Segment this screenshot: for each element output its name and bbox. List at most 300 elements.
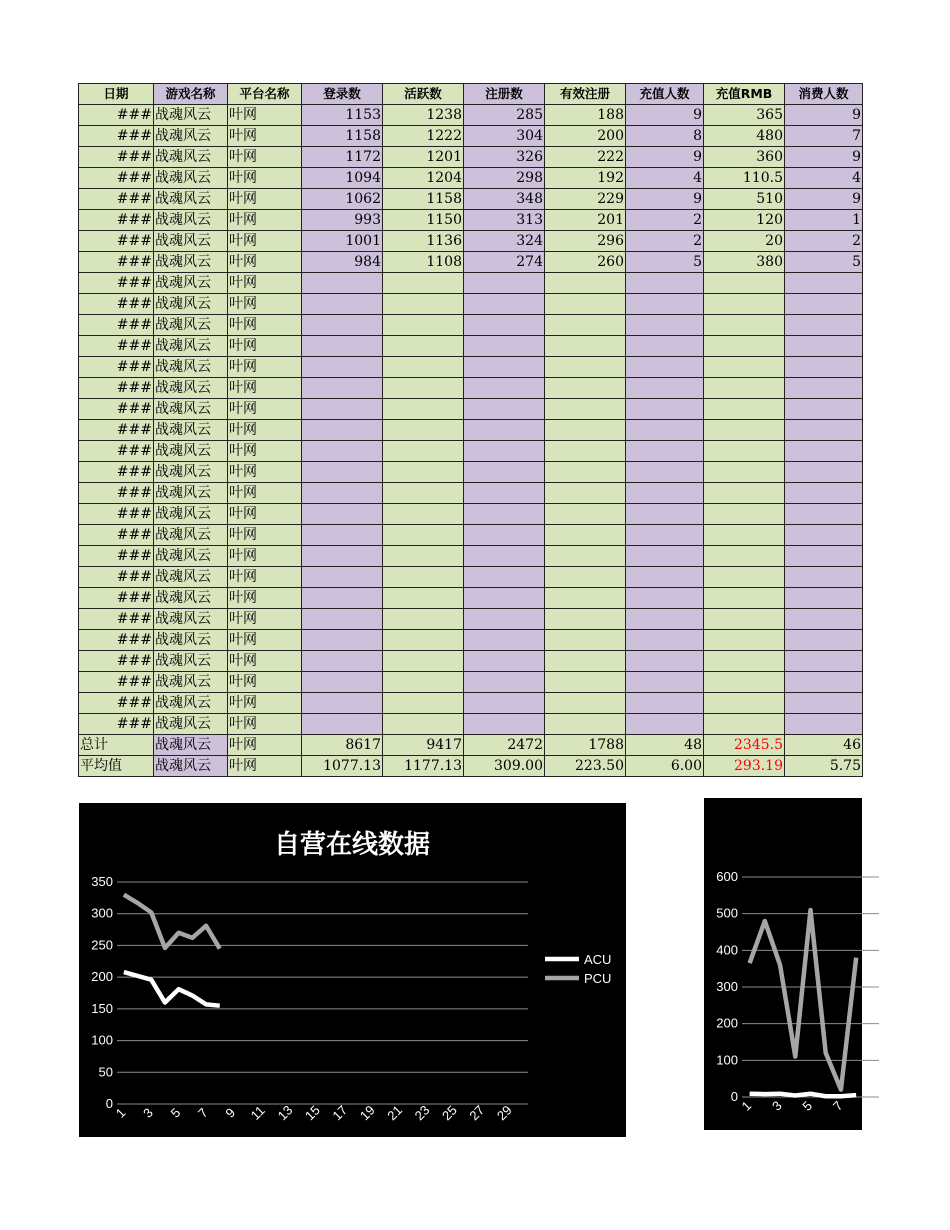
value-cell[interactable]: [545, 504, 626, 525]
value-cell[interactable]: [545, 273, 626, 294]
total-row-value[interactable]: 2472: [464, 735, 545, 756]
game-name-cell[interactable]: 战魂风云: [154, 231, 228, 252]
value-cell[interactable]: [545, 378, 626, 399]
game-name-cell[interactable]: 战魂风云: [154, 462, 228, 483]
value-cell[interactable]: [302, 609, 383, 630]
game-name-cell[interactable]: 战魂风云: [154, 588, 228, 609]
value-cell[interactable]: [626, 651, 704, 672]
value-cell[interactable]: [704, 357, 785, 378]
value-cell[interactable]: [626, 273, 704, 294]
value-cell[interactable]: [464, 336, 545, 357]
value-cell[interactable]: 298: [464, 168, 545, 189]
value-cell[interactable]: [302, 588, 383, 609]
value-cell[interactable]: [626, 567, 704, 588]
value-cell[interactable]: [626, 588, 704, 609]
value-cell[interactable]: [785, 588, 863, 609]
value-cell[interactable]: [545, 588, 626, 609]
value-cell[interactable]: [785, 378, 863, 399]
value-cell[interactable]: 4: [785, 168, 863, 189]
date-cell[interactable]: ###: [79, 693, 154, 714]
value-cell[interactable]: [545, 630, 626, 651]
value-cell[interactable]: [545, 483, 626, 504]
platform-cell[interactable]: 叶网: [228, 231, 302, 252]
value-cell[interactable]: [704, 294, 785, 315]
value-cell[interactable]: [464, 273, 545, 294]
value-cell[interactable]: [626, 525, 704, 546]
value-cell[interactable]: [626, 672, 704, 693]
game-name-cell[interactable]: 战魂风云: [154, 336, 228, 357]
average-row-platform[interactable]: 叶网: [228, 756, 302, 777]
value-cell[interactable]: [626, 399, 704, 420]
value-cell[interactable]: [383, 525, 464, 546]
value-cell[interactable]: [464, 441, 545, 462]
date-cell[interactable]: ###: [79, 525, 154, 546]
value-cell[interactable]: 1150: [383, 210, 464, 231]
date-cell[interactable]: ###: [79, 588, 154, 609]
platform-cell[interactable]: 叶网: [228, 714, 302, 735]
value-cell[interactable]: 1062: [302, 189, 383, 210]
average-row-value[interactable]: 1077.13: [302, 756, 383, 777]
game-name-cell[interactable]: 战魂风云: [154, 483, 228, 504]
header-game[interactable]: 游戏名称: [154, 84, 228, 105]
value-cell[interactable]: [302, 315, 383, 336]
value-cell[interactable]: [545, 525, 626, 546]
platform-cell[interactable]: 叶网: [228, 399, 302, 420]
platform-cell[interactable]: 叶网: [228, 378, 302, 399]
value-cell[interactable]: 380: [704, 252, 785, 273]
value-cell[interactable]: 510: [704, 189, 785, 210]
value-cell[interactable]: [464, 399, 545, 420]
total-row-value[interactable]: 9417: [383, 735, 464, 756]
value-cell[interactable]: 1158: [383, 189, 464, 210]
value-cell[interactable]: [704, 693, 785, 714]
value-cell[interactable]: 1158: [302, 126, 383, 147]
value-cell[interactable]: [383, 546, 464, 567]
value-cell[interactable]: [785, 651, 863, 672]
value-cell[interactable]: 1222: [383, 126, 464, 147]
date-cell[interactable]: ###: [79, 315, 154, 336]
value-cell[interactable]: [704, 336, 785, 357]
value-cell[interactable]: [785, 357, 863, 378]
total-row-value[interactable]: 46: [785, 735, 863, 756]
value-cell[interactable]: [383, 294, 464, 315]
value-cell[interactable]: [302, 399, 383, 420]
value-cell[interactable]: [626, 336, 704, 357]
value-cell[interactable]: 2: [626, 231, 704, 252]
platform-cell[interactable]: 叶网: [228, 483, 302, 504]
value-cell[interactable]: [704, 525, 785, 546]
game-name-cell[interactable]: 战魂风云: [154, 168, 228, 189]
value-cell[interactable]: 192: [545, 168, 626, 189]
platform-cell[interactable]: 叶网: [228, 567, 302, 588]
game-name-cell[interactable]: 战魂风云: [154, 252, 228, 273]
value-cell[interactable]: [545, 357, 626, 378]
game-name-cell[interactable]: 战魂风云: [154, 441, 228, 462]
value-cell[interactable]: 1: [785, 210, 863, 231]
value-cell[interactable]: [704, 273, 785, 294]
game-name-cell[interactable]: 战魂风云: [154, 504, 228, 525]
value-cell[interactable]: [464, 588, 545, 609]
average-row-value[interactable]: 6.00: [626, 756, 704, 777]
date-cell[interactable]: ###: [79, 378, 154, 399]
value-cell[interactable]: [785, 462, 863, 483]
value-cell[interactable]: [545, 315, 626, 336]
value-cell[interactable]: [704, 651, 785, 672]
total-row-label[interactable]: 总计: [79, 735, 154, 756]
value-cell[interactable]: 993: [302, 210, 383, 231]
value-cell[interactable]: 229: [545, 189, 626, 210]
value-cell[interactable]: [785, 546, 863, 567]
game-name-cell[interactable]: 战魂风云: [154, 357, 228, 378]
platform-cell[interactable]: 叶网: [228, 651, 302, 672]
date-cell[interactable]: ###: [79, 483, 154, 504]
value-cell[interactable]: [704, 672, 785, 693]
platform-cell[interactable]: 叶网: [228, 105, 302, 126]
value-cell[interactable]: [383, 609, 464, 630]
date-cell[interactable]: ###: [79, 294, 154, 315]
value-cell[interactable]: [704, 483, 785, 504]
value-cell[interactable]: [626, 630, 704, 651]
value-cell[interactable]: [383, 420, 464, 441]
value-cell[interactable]: [302, 336, 383, 357]
value-cell[interactable]: 2: [785, 231, 863, 252]
value-cell[interactable]: [383, 588, 464, 609]
value-cell[interactable]: 348: [464, 189, 545, 210]
recharge-chart[interactable]: [704, 798, 877, 1130]
value-cell[interactable]: [545, 399, 626, 420]
value-cell[interactable]: [464, 651, 545, 672]
date-cell[interactable]: ###: [79, 672, 154, 693]
game-name-cell[interactable]: 战魂风云: [154, 189, 228, 210]
average-row-value[interactable]: 309.00: [464, 756, 545, 777]
value-cell[interactable]: [302, 567, 383, 588]
value-cell[interactable]: [704, 714, 785, 735]
game-name-cell[interactable]: 战魂风云: [154, 294, 228, 315]
value-cell[interactable]: [704, 567, 785, 588]
value-cell[interactable]: [302, 714, 383, 735]
value-cell[interactable]: [785, 420, 863, 441]
platform-cell[interactable]: 叶网: [228, 294, 302, 315]
value-cell[interactable]: [383, 672, 464, 693]
value-cell[interactable]: [383, 336, 464, 357]
platform-cell[interactable]: 叶网: [228, 210, 302, 231]
value-cell[interactable]: [626, 357, 704, 378]
value-cell[interactable]: [464, 420, 545, 441]
value-cell[interactable]: 2: [626, 210, 704, 231]
date-cell[interactable]: ###: [79, 105, 154, 126]
value-cell[interactable]: [626, 378, 704, 399]
value-cell[interactable]: [545, 567, 626, 588]
date-cell[interactable]: ###: [79, 630, 154, 651]
value-cell[interactable]: 1094: [302, 168, 383, 189]
game-name-cell[interactable]: 战魂风云: [154, 651, 228, 672]
date-cell[interactable]: ###: [79, 147, 154, 168]
value-cell[interactable]: [704, 546, 785, 567]
value-cell[interactable]: [545, 672, 626, 693]
value-cell[interactable]: [383, 504, 464, 525]
value-cell[interactable]: [302, 630, 383, 651]
game-name-cell[interactable]: 战魂风云: [154, 105, 228, 126]
value-cell[interactable]: [626, 546, 704, 567]
platform-cell[interactable]: 叶网: [228, 252, 302, 273]
value-cell[interactable]: 365: [704, 105, 785, 126]
value-cell[interactable]: [464, 315, 545, 336]
value-cell[interactable]: [302, 294, 383, 315]
date-cell[interactable]: ###: [79, 252, 154, 273]
value-cell[interactable]: [302, 546, 383, 567]
value-cell[interactable]: 188: [545, 105, 626, 126]
value-cell[interactable]: [383, 651, 464, 672]
value-cell[interactable]: 1204: [383, 168, 464, 189]
total-row-value[interactable]: 1788: [545, 735, 626, 756]
value-cell[interactable]: [626, 609, 704, 630]
value-cell[interactable]: 9: [626, 189, 704, 210]
value-cell[interactable]: [545, 546, 626, 567]
value-cell[interactable]: [626, 420, 704, 441]
value-cell[interactable]: [626, 294, 704, 315]
platform-cell[interactable]: 叶网: [228, 147, 302, 168]
value-cell[interactable]: 360: [704, 147, 785, 168]
platform-cell[interactable]: 叶网: [228, 546, 302, 567]
value-cell[interactable]: 313: [464, 210, 545, 231]
value-cell[interactable]: [383, 399, 464, 420]
platform-cell[interactable]: 叶网: [228, 126, 302, 147]
total-row-game[interactable]: 战魂风云: [154, 735, 228, 756]
total-row-value[interactable]: 48: [626, 735, 704, 756]
value-cell[interactable]: [302, 504, 383, 525]
total-row-value[interactable]: 2345.5: [704, 735, 785, 756]
value-cell[interactable]: [785, 483, 863, 504]
value-cell[interactable]: [626, 714, 704, 735]
value-cell[interactable]: [785, 294, 863, 315]
value-cell[interactable]: 4: [626, 168, 704, 189]
value-cell[interactable]: [464, 294, 545, 315]
average-row-game[interactable]: 战魂风云: [154, 756, 228, 777]
value-cell[interactable]: [464, 525, 545, 546]
date-cell[interactable]: ###: [79, 357, 154, 378]
total-row-value[interactable]: 8617: [302, 735, 383, 756]
value-cell[interactable]: 1001: [302, 231, 383, 252]
header-active[interactable]: 活跃数: [383, 84, 464, 105]
value-cell[interactable]: [626, 315, 704, 336]
value-cell[interactable]: 9: [785, 105, 863, 126]
value-cell[interactable]: 1108: [383, 252, 464, 273]
value-cell[interactable]: [626, 441, 704, 462]
value-cell[interactable]: [545, 420, 626, 441]
date-cell[interactable]: ###: [79, 399, 154, 420]
value-cell[interactable]: 274: [464, 252, 545, 273]
average-row-label[interactable]: 平均值: [79, 756, 154, 777]
value-cell[interactable]: [785, 273, 863, 294]
date-cell[interactable]: ###: [79, 567, 154, 588]
value-cell[interactable]: [545, 441, 626, 462]
value-cell[interactable]: 1201: [383, 147, 464, 168]
header-logins[interactable]: 登录数: [302, 84, 383, 105]
average-row-value[interactable]: 293.19: [704, 756, 785, 777]
value-cell[interactable]: 9: [785, 189, 863, 210]
game-name-cell[interactable]: 战魂风云: [154, 546, 228, 567]
platform-cell[interactable]: 叶网: [228, 315, 302, 336]
date-cell[interactable]: ###: [79, 231, 154, 252]
value-cell[interactable]: 222: [545, 147, 626, 168]
value-cell[interactable]: [302, 693, 383, 714]
value-cell[interactable]: [302, 462, 383, 483]
value-cell[interactable]: [464, 546, 545, 567]
value-cell[interactable]: 260: [545, 252, 626, 273]
value-cell[interactable]: [785, 336, 863, 357]
header-consumers[interactable]: 消费人数: [785, 84, 863, 105]
game-name-cell[interactable]: 战魂风云: [154, 210, 228, 231]
value-cell[interactable]: 1153: [302, 105, 383, 126]
value-cell[interactable]: [302, 441, 383, 462]
value-cell[interactable]: [464, 567, 545, 588]
value-cell[interactable]: 1136: [383, 231, 464, 252]
value-cell[interactable]: [785, 672, 863, 693]
value-cell[interactable]: 7: [785, 126, 863, 147]
value-cell[interactable]: [464, 693, 545, 714]
value-cell[interactable]: 5: [626, 252, 704, 273]
platform-cell[interactable]: 叶网: [228, 672, 302, 693]
total-row-platform[interactable]: 叶网: [228, 735, 302, 756]
value-cell[interactable]: 304: [464, 126, 545, 147]
game-name-cell[interactable]: 战魂风云: [154, 714, 228, 735]
value-cell[interactable]: [785, 441, 863, 462]
date-cell[interactable]: ###: [79, 441, 154, 462]
value-cell[interactable]: [704, 315, 785, 336]
date-cell[interactable]: ###: [79, 189, 154, 210]
value-cell[interactable]: [464, 672, 545, 693]
value-cell[interactable]: [704, 420, 785, 441]
date-cell[interactable]: ###: [79, 336, 154, 357]
game-name-cell[interactable]: 战魂风云: [154, 273, 228, 294]
value-cell[interactable]: [383, 378, 464, 399]
game-name-cell[interactable]: 战魂风云: [154, 126, 228, 147]
game-name-cell[interactable]: 战魂风云: [154, 672, 228, 693]
game-name-cell[interactable]: 战魂风云: [154, 630, 228, 651]
value-cell[interactable]: [464, 609, 545, 630]
date-cell[interactable]: ###: [79, 420, 154, 441]
platform-cell[interactable]: 叶网: [228, 588, 302, 609]
game-name-cell[interactable]: 战魂风云: [154, 525, 228, 546]
value-cell[interactable]: 201: [545, 210, 626, 231]
value-cell[interactable]: [545, 609, 626, 630]
game-name-cell[interactable]: 战魂风云: [154, 147, 228, 168]
value-cell[interactable]: [545, 294, 626, 315]
value-cell[interactable]: [383, 357, 464, 378]
value-cell[interactable]: [302, 483, 383, 504]
value-cell[interactable]: [464, 378, 545, 399]
platform-cell[interactable]: 叶网: [228, 357, 302, 378]
value-cell[interactable]: [785, 609, 863, 630]
value-cell[interactable]: 120: [704, 210, 785, 231]
value-cell[interactable]: [383, 693, 464, 714]
platform-cell[interactable]: 叶网: [228, 504, 302, 525]
value-cell[interactable]: [545, 693, 626, 714]
game-name-cell[interactable]: 战魂风云: [154, 609, 228, 630]
date-cell[interactable]: ###: [79, 504, 154, 525]
date-cell[interactable]: ###: [79, 609, 154, 630]
value-cell[interactable]: [785, 315, 863, 336]
platform-cell[interactable]: 叶网: [228, 189, 302, 210]
platform-cell[interactable]: 叶网: [228, 630, 302, 651]
value-cell[interactable]: [383, 462, 464, 483]
value-cell[interactable]: [626, 462, 704, 483]
value-cell[interactable]: [704, 588, 785, 609]
value-cell[interactable]: [464, 630, 545, 651]
platform-cell[interactable]: 叶网: [228, 336, 302, 357]
platform-cell[interactable]: 叶网: [228, 168, 302, 189]
value-cell[interactable]: [545, 462, 626, 483]
platform-cell[interactable]: 叶网: [228, 525, 302, 546]
value-cell[interactable]: [785, 567, 863, 588]
value-cell[interactable]: [545, 336, 626, 357]
platform-cell[interactable]: 叶网: [228, 462, 302, 483]
value-cell[interactable]: [464, 504, 545, 525]
value-cell[interactable]: 110.5: [704, 168, 785, 189]
value-cell[interactable]: 5: [785, 252, 863, 273]
average-row-value[interactable]: 5.75: [785, 756, 863, 777]
value-cell[interactable]: [785, 714, 863, 735]
header-recharge-rmb[interactable]: 充值RMB: [704, 84, 785, 105]
value-cell[interactable]: [785, 693, 863, 714]
platform-cell[interactable]: 叶网: [228, 441, 302, 462]
value-cell[interactable]: [302, 651, 383, 672]
value-cell[interactable]: [545, 651, 626, 672]
value-cell[interactable]: [704, 630, 785, 651]
value-cell[interactable]: [383, 714, 464, 735]
value-cell[interactable]: [302, 378, 383, 399]
game-name-cell[interactable]: 战魂风云: [154, 567, 228, 588]
game-name-cell[interactable]: 战魂风云: [154, 378, 228, 399]
header-date[interactable]: 日期: [79, 84, 154, 105]
value-cell[interactable]: [626, 483, 704, 504]
value-cell[interactable]: 9: [785, 147, 863, 168]
value-cell[interactable]: 200: [545, 126, 626, 147]
value-cell[interactable]: [464, 483, 545, 504]
platform-cell[interactable]: 叶网: [228, 273, 302, 294]
value-cell[interactable]: 326: [464, 147, 545, 168]
value-cell[interactable]: [464, 357, 545, 378]
value-cell[interactable]: 296: [545, 231, 626, 252]
value-cell[interactable]: [383, 567, 464, 588]
date-cell[interactable]: ###: [79, 714, 154, 735]
value-cell[interactable]: [785, 630, 863, 651]
value-cell[interactable]: [383, 315, 464, 336]
date-cell[interactable]: ###: [79, 126, 154, 147]
platform-cell[interactable]: 叶网: [228, 609, 302, 630]
header-valid-registrations[interactable]: 有效注册: [545, 84, 626, 105]
value-cell[interactable]: [383, 273, 464, 294]
header-platform[interactable]: 平台名称: [228, 84, 302, 105]
average-row-value[interactable]: 1177.13: [383, 756, 464, 777]
value-cell[interactable]: [785, 525, 863, 546]
value-cell[interactable]: 285: [464, 105, 545, 126]
value-cell[interactable]: 324: [464, 231, 545, 252]
game-name-cell[interactable]: 战魂风云: [154, 693, 228, 714]
value-cell[interactable]: [785, 399, 863, 420]
value-cell[interactable]: [383, 483, 464, 504]
date-cell[interactable]: ###: [79, 273, 154, 294]
header-registrations[interactable]: 注册数: [464, 84, 545, 105]
value-cell[interactable]: [383, 630, 464, 651]
value-cell[interactable]: [704, 399, 785, 420]
value-cell[interactable]: [626, 693, 704, 714]
platform-cell[interactable]: 叶网: [228, 693, 302, 714]
value-cell[interactable]: 480: [704, 126, 785, 147]
value-cell[interactable]: [704, 504, 785, 525]
value-cell[interactable]: [704, 441, 785, 462]
date-cell[interactable]: ###: [79, 651, 154, 672]
